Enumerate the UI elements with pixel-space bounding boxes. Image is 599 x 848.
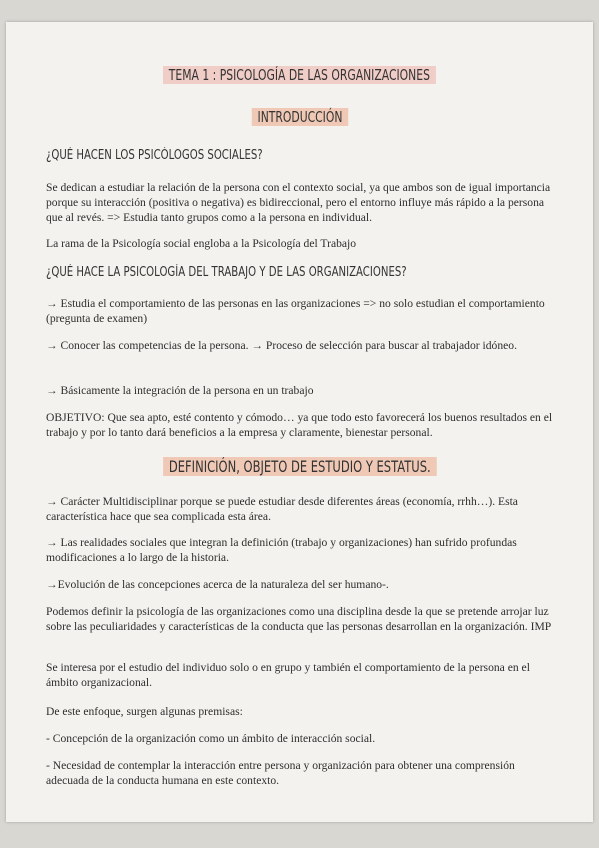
question-heading-psicologos-sociales: ¿QUÉ HACEN LOS PSICÓLOGOS SOCIALES? — [46, 148, 263, 163]
paragraph-rama-psicologia: La rama de la Psicología social engloba a la Psicología del Trabajo — [46, 237, 357, 250]
paragraph-evolucion: →Evolución de las concepciones acerca de la naturaleza del ser humano-. — [46, 578, 389, 591]
list-item-necesidad: - Necesidad de contemplar la interacción entre persona y organización para obtener una comprensión adecuada de la conducta humana en este contexto. — [46, 759, 515, 787]
paragraph-objetivo: OBJETIVO: Que sea apto, esté contento y cómodo… ya que todo esto favorecerá los buenos resultados en el trabajo y por lo tanto dará beneficios a la empresa y claramente, bienestar personal. — [46, 411, 553, 439]
paragraph-integracion: → Básicamente la integración de la persona en un trabajo — [46, 384, 314, 397]
page-title — [0, 66, 599, 84]
paragraph-estudio-individuo: Se interesa por el estudio del individuo solo o en grupo y también el comportamiento de la persona en el ámbito organizacional. — [46, 661, 530, 689]
paragraph-definicion: Podemos definir la psicología de las organizaciones como una disciplina desde la que se pretende arrojar luz sobre las peculiaridades y características de la conducta que las personas desarrollan en la organización. IMP — [46, 605, 552, 633]
section-heading-introduccion — [0, 108, 599, 126]
paragraph-conocer-competencias: → Conocer las competencias de la persona. → Proceso de selección para buscar al trabajador idóneo. — [46, 339, 517, 352]
section-heading-definicion — [0, 457, 599, 476]
question-heading-psicologia-trabajo: ¿QUÉ HACE LA PSICOLOGÍA DEL TRABAJO Y DE LAS ORGANIZACIONES? — [46, 265, 407, 280]
paragraph-enfoque: De este enfoque, surgen algunas premisas: — [46, 705, 243, 718]
paragraph-relacion-persona: Se dedican a estudiar la relación de la persona con el contexto social, ya que ambos son de igual importancia porque su interacción (positiva o negativa) es bidireccional, pero el entorno influye más rápido a la persona que al revés. => Estudia tanto grupos como a la persona en individual. — [46, 181, 551, 224]
section-heading-introduccion-text: INTRODUCCIÓN — [251, 108, 347, 126]
section-heading-definicion-text: DEFINICIÓN, OBJETO DE ESTUDIO Y ESTATUS. — [163, 457, 436, 476]
page-title-text: TEMA 1 : PSICOLOGÍA DE LAS ORGANIZACIONES — [163, 66, 436, 84]
paragraph-realidades-sociales: → Las realidades sociales que integran la definición (trabajo y organizaciones) han sufrido profundas modificaciones a lo largo de la historia. — [46, 536, 517, 564]
paragraph-estudia-comportamiento: → Estudia el comportamiento de las personas en las organizaciones => no solo estudian el comportamiento (pregunta de examen) — [46, 297, 545, 325]
paragraph-multidisciplinar: → Carácter Multidisciplinar porque se puede estudiar desde diferentes áreas (economía, rrhh…). Esta característica hace que sea complicada esta área. — [46, 495, 518, 523]
list-item-concepcion: - Concepción de la organización como un ámbito de interacción social. — [46, 732, 376, 745]
